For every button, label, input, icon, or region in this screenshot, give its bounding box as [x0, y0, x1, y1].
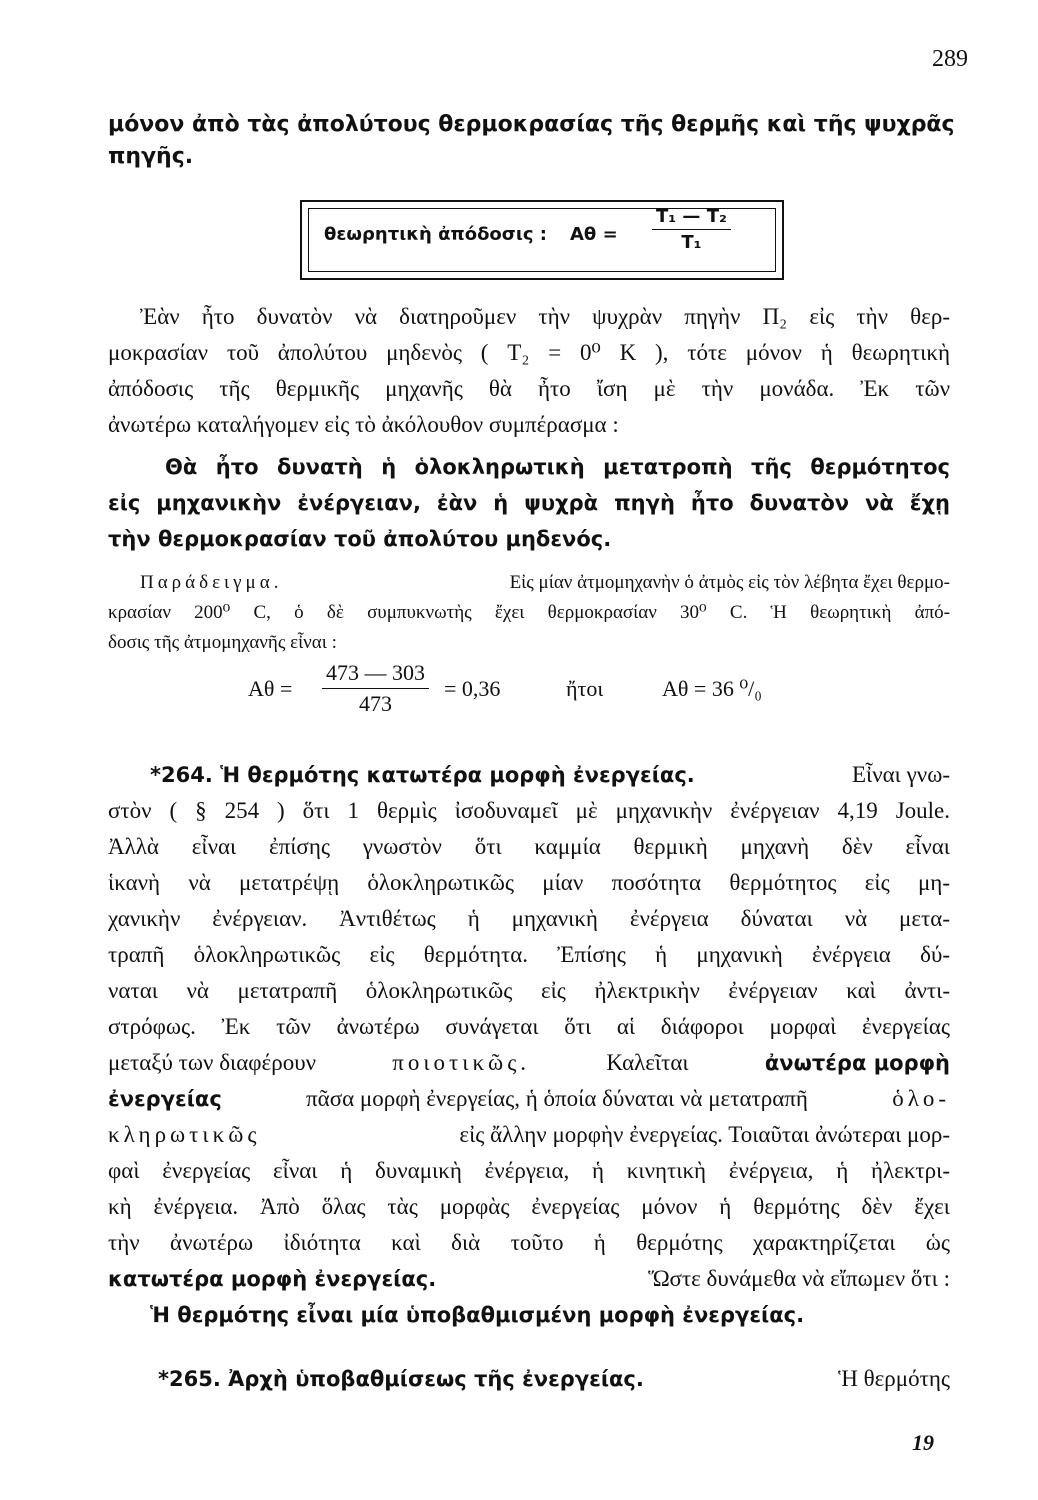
text-line [108, 1264, 950, 1294]
text-line: τὴν ἀνωτέρω ἰδιότητα καὶ διὰ τοῦτο ἡ θερμότης χαρακτηρίζεται ὡς [108, 1230, 950, 1255]
formula-box [300, 200, 784, 280]
text-line: χανικὴν ἐνέργειαν. Ἀντιθέτως ἡ μηχανικὴ ἐνέργεια δύναται νὰ μετα- [108, 906, 950, 931]
page-number: 289 [932, 46, 968, 72]
spaced-emphasis: ὁλο- [892, 1086, 950, 1111]
text-line: τραπῆ ὁλοκληρωτικῶς εἰς θερμότητα. Ἐπίσης ἡ μηχανικὴ ἐνέργεια δύ- [108, 942, 950, 967]
spaced-emphasis: ποιοτικῶς. [392, 1050, 531, 1075]
text-line: Ἐὰν ἦτο δυνατὸν νὰ διατηροῦμεν τὴν ψυχρὰν πηγὴν Π₂ εἰς τὴν θερ- [140, 304, 950, 329]
formula-lhs: Aθ = [570, 224, 618, 245]
example-word: ἤτοι [566, 676, 604, 701]
text-line: Ἀλλὰ εἶναι ἐπίσης γνωστὸν ὅτι καμμία θερμικὴ μηχανὴ δὲν εἶναι [108, 834, 950, 859]
conclusion-line: Ἡ θερμότης εἶναι μία ὑποβαθμισμένη μορφὴ ἐνεργείας. [150, 1303, 805, 1327]
text-line: ἱκανὴ νὰ μετατρέψῃ ὁλοκληρωτικῶς μίαν ποσότητα θερμότητος εἰς μη- [108, 870, 950, 895]
section-265-heading-line [158, 1364, 950, 1394]
bold-term: ἀνωτέρα μορφὴ [764, 1051, 950, 1075]
conclusion-line: εἰς μηχανικὴν ἐνέργειαν, ἐὰν ἡ ψυχρὰ πηγὴ ἦτο δυνατὸν νὰ ἔχῃ [108, 491, 950, 515]
text-segment: Καλεῖται [606, 1050, 689, 1075]
example-numerator: 473 — 303 [322, 660, 429, 689]
text-segment: εἰς ἄλλην μορφὴν ἐνεργείας. Τοιαῦται ἀνώτεραι μορ- [459, 1122, 950, 1147]
text-line: κὴ ἐνέργεια. Ἀπὸ ὅλας τὰς μορφὰς ἐνεργείας μόνον ἡ θερμότης δὲν ἔχει [108, 1194, 950, 1219]
text-line [108, 1048, 950, 1078]
example-result: = 0,36 [444, 676, 501, 701]
conclusion-line: Θὰ ἦτο δυνατὴ ἡ ὁλοκληρωτικὴ μετατροπὴ τῆς θερμότητος [165, 455, 950, 479]
text-line: στρόφως. Ἐκ τῶν ἀνωτέρω συνάγεται ὅτι αἱ διάφοροι μορφαὶ ἐνεργείας [108, 1014, 950, 1039]
text-line: ναται νὰ μετατραπῆ ὁλοκληρωτικῶς εἰς ἠλεκτρικὴν ἐνέργειαν καὶ ἀντι- [108, 978, 950, 1003]
formula-numerator: T₁ — T₂ [652, 206, 731, 230]
section-265-text: Ἡ θερμότης [838, 1366, 950, 1391]
example-line [140, 568, 950, 598]
example-denominator: 473 [359, 691, 392, 716]
example-text: Εἰς μίαν ἀτμομηχανὴν ὁ ἀτμὸς εἰς τὸν λέβητα ἔχει θερμο- [509, 572, 950, 593]
spaced-emphasis: κληρωτικῶς [108, 1122, 261, 1147]
footer-signature: 19 [912, 1430, 934, 1455]
text-line [108, 1120, 950, 1150]
section-264-text: Εἶναι γνω- [852, 762, 950, 787]
text-line: μόνον ἀπὸ τὰς ἀπολύτους θερμοκρασίας τῆς θερμῆς καὶ τῆς ψυχρᾶς [108, 112, 955, 137]
section-264-title: *264. Ἡ θερμότης κατωτέρα μορφὴ ἐνεργείας. [150, 763, 695, 787]
text-line: φαὶ ἐνεργείας εἶναι ἡ δυναμικὴ ἐνέργεια, ἡ κινητικὴ ἐνέργεια, ἡ ἠλεκτρι- [108, 1158, 950, 1183]
bold-term: κατωτέρα μορφὴ ἐνεργείας. [108, 1267, 437, 1291]
formula-fraction [652, 206, 731, 253]
text-segment: πᾶσα μορφὴ ἐνεργείας, ἡ ὁποία δύναται νὰ μετατραπῆ [306, 1086, 808, 1111]
example-line: δοσις τῆς ἀτμομηχανῆς εἶναι : [108, 632, 337, 653]
section-265-title: *265. Ἀρχὴ ὑποβαθμίσεως τῆς ἐνεργείας. [158, 1367, 644, 1391]
text-segment: μεταξύ των διαφέρουν [108, 1050, 316, 1075]
formula-label: θεωρητικὴ ἀπόδοσις : [324, 224, 547, 245]
section-264-heading-line [150, 760, 950, 790]
formula-denominator: T₁ [681, 232, 702, 253]
text-line: πηγῆς. [108, 144, 194, 169]
conclusion-line: τὴν θερμοκρασίαν τοῦ ἀπολύτου μηδενός. [108, 527, 612, 551]
text-line: στὸν ( § 254 ) ὅτι 1 θερμὶς ἰσοδυναμεῖ μὲ μηχανικὴν ἐνέργειαν 4,19 Joule. [108, 798, 950, 823]
example-label: Παράδειγμα. [140, 572, 283, 593]
text-line [108, 1084, 950, 1114]
example-final: Aθ = 36 ⁰/₀ [662, 676, 762, 701]
example-line: κρασίαν 200⁰ C, ὁ δὲ συμπυκνωτὴς ἔχει θερμοκρασίαν 30⁰ C. Ἡ θεωρητικὴ ἀπό- [108, 602, 950, 623]
text-line: ἀνωτέρω καταλήγομεν εἰς τὸ ἀκόλουθον συμπέρασμα : [108, 412, 619, 437]
text-line: μοκρασίαν τοῦ ἀπολύτου μηδενὸς ( T₂ = 0⁰ K ), τότε μόνον ἡ θεωρητικὴ [108, 340, 950, 365]
text-line: ἀπόδοσις τῆς θερμικῆς μηχανῆς θὰ ἦτο ἴση μὲ τὴν μονάδα. Ἐκ τῶν [108, 376, 950, 401]
example-fraction [322, 660, 429, 717]
example-lhs: Aθ = [248, 676, 293, 701]
bold-term: ἐνεργείας [108, 1087, 222, 1111]
text-segment: Ὥστε δυνάμεθα νὰ εἴπωμεν ὅτι : [648, 1266, 950, 1291]
